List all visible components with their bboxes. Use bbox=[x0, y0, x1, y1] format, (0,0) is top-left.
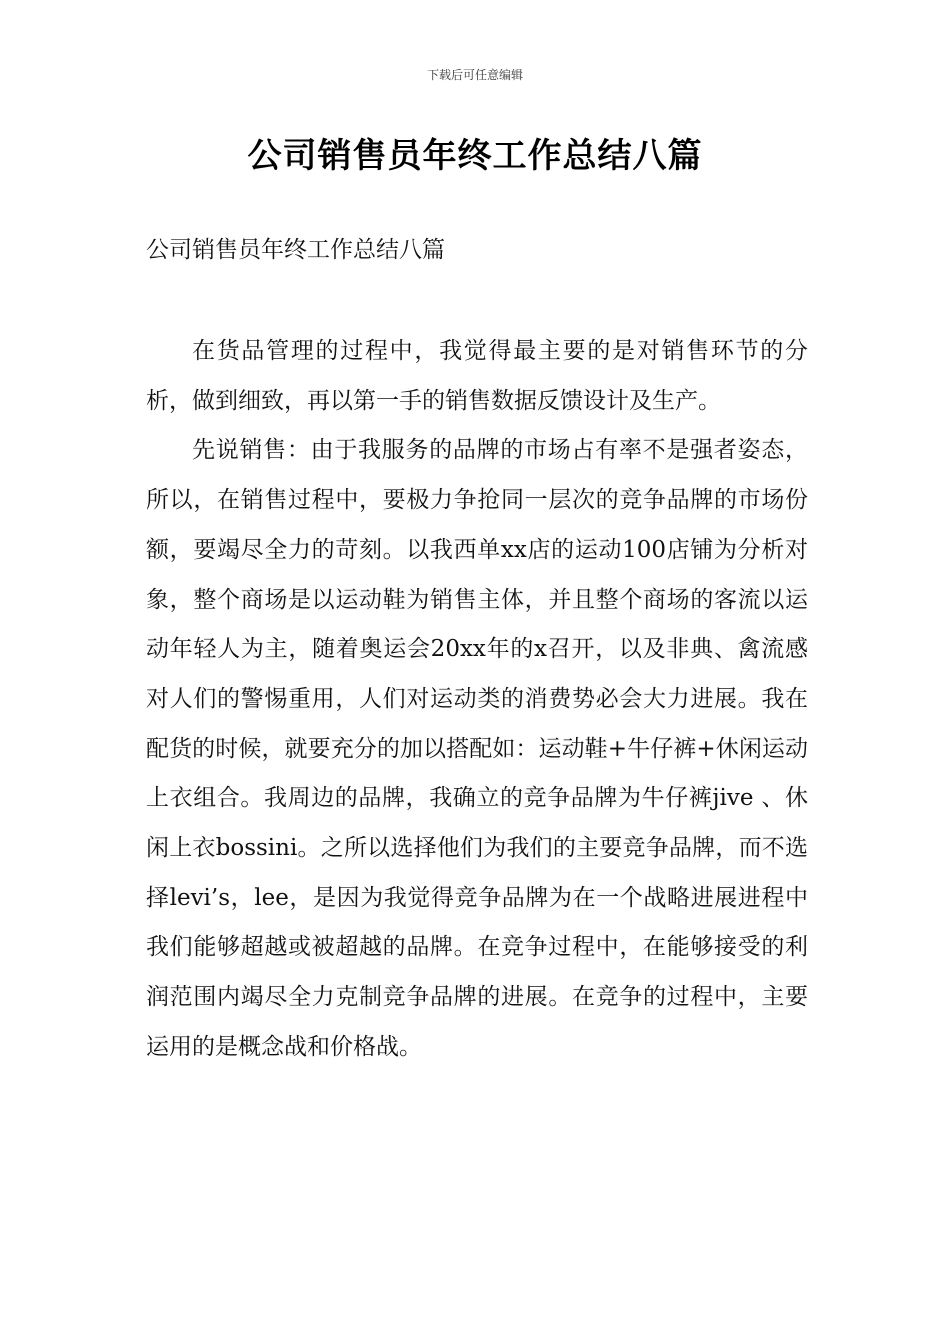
paragraph: 先说销售：由于我服务的品牌的市场占有率不是强者姿态，所以，在销售过程中，要极力争抢同一层次的竞争品牌的市场份额，要竭尽全力的苛刻。以我西单xx店的运动100店铺为分析对象，整个商场是以运动鞋为销售主体，并且整个商场的客流以运动年轻人为主，随着奥运会20xx年的x召开，以及非典、禽流感对人们的警惕重用，人们对运动类的消费势必会大力进展。我在配货的时候，就要充分的加以搭配如：运动鞋+牛仔裤+休闲运动上衣组合。我周边的品牌，我确立的竞争品牌为牛仔裤jive 、休闲上衣bossini。之所以选择他们为我们的主要竞争品牌，而不选择levi’s，lee，是因为我觉得竞争品牌为在一个战略进展进程中我们能够超越或被超越的品牌。在竞争过程中，在能够接受的利润范围内竭尽全力克制竞争品牌的进展。在竞争的过程中，主要运用的是概念战和价格战。 bbox=[146, 437, 808, 1060]
paragraph: 在货品管理的过程中，我觉得最主要的是对销售环节的分析，做到细致，再以第一手的销售数据反馈设计及生产。 bbox=[146, 338, 808, 414]
page-header-note: 下载后可任意编辑 bbox=[426, 68, 523, 82]
document-subtitle: 公司销售员年终工作总结八篇 bbox=[146, 237, 445, 263]
document-title: 公司销售员年终工作总结八篇 bbox=[247, 136, 703, 176]
document-body bbox=[146, 327, 808, 1073]
